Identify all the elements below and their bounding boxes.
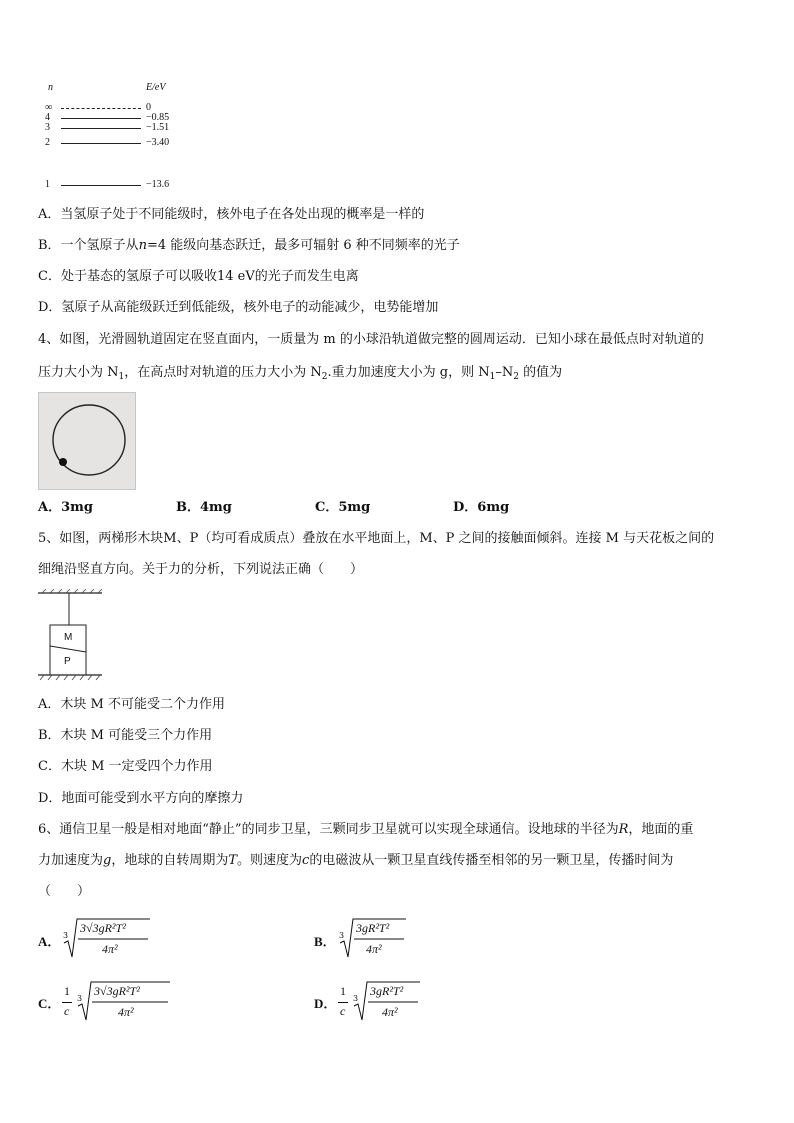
q6-text-2b: ，地球的自转周期为: [111, 853, 229, 868]
root-index-b: 3: [339, 931, 345, 940]
label-P: P: [64, 656, 71, 667]
q3-option-b: [38, 237, 460, 255]
q6-option-d-formula: [338, 980, 438, 1024]
prefix-c-c: c: [64, 1004, 70, 1018]
q6-stem-line1: [38, 821, 693, 839]
q5-stem-line2: 细绳沿竖直方向。关于力的分析，下列说法正确（ ）: [38, 562, 364, 577]
level-e-3: −1.51: [146, 122, 170, 133]
level-e-inf: 0: [146, 102, 151, 113]
q5-option-a: A．木块 M 不可能受二个力作用: [38, 697, 225, 712]
level-e-1: −13.6: [146, 179, 170, 190]
blocks-figure: [36, 588, 106, 684]
numerator-a: 3√3gR²T²: [80, 921, 126, 935]
q6-option-b-formula: [338, 917, 418, 961]
q5-stem-line1: 5、如图，两梯形木块M、P（均可看成质点）叠放在水平地面上，M、P 之间的接触面倾斜。连接 M 与天花板之间的: [38, 531, 715, 546]
q4-sub-2b: 2: [513, 372, 519, 382]
circular-track-photo: [38, 392, 136, 490]
q4-text-c: .重力加速度大小为 g，则 N: [327, 365, 490, 380]
level-line-inf: [61, 108, 141, 109]
level-line-4: [61, 118, 141, 119]
q6-option-c-formula: [62, 980, 172, 1024]
q4-option-a: A．3mg: [38, 500, 93, 515]
level-n-1: 1: [45, 179, 50, 190]
q6-text-2a: 力加速度为: [38, 853, 104, 868]
q3-option-b-text1: B．一个氢原子从: [38, 238, 139, 253]
q6-option-b-label: B．: [314, 934, 336, 949]
level-line-3: [61, 128, 141, 129]
q6-text-1b: ，地面的重: [628, 822, 694, 837]
ball: [59, 458, 67, 466]
level-e-2: −3.40: [146, 137, 170, 148]
axis-label-n: n: [48, 82, 53, 93]
prefix-bar-c: [62, 1002, 72, 1003]
q4-sub-1b: 1: [489, 372, 496, 382]
q4-stem-line1: 4、如图，光滑圆轨道固定在竖直面内，一质量为 m 的小球沿轨道做完整的圆周运动．已知小球在最低点时对轨道的: [38, 332, 704, 347]
numerator-c: 3√3gR²T²: [94, 984, 140, 998]
q4-sub-2a: 2: [321, 372, 328, 382]
q6-stem-line3: （ ）: [38, 884, 91, 899]
axis-label-energy: E/eV: [146, 82, 166, 93]
q4-stem-line2: [38, 364, 562, 386]
prefix-c-d: c: [340, 1004, 346, 1018]
root-index-c: 3: [77, 994, 83, 1003]
circular-track-svg: [39, 393, 135, 489]
prefix-bar-d: [338, 1002, 348, 1003]
denominator-d: 4π²: [382, 1005, 398, 1019]
q6-var-T: T: [228, 853, 238, 868]
root-index-a: 3: [63, 931, 69, 940]
denominator-c: 4π²: [118, 1005, 134, 1019]
ground-hatch: [40, 675, 100, 680]
q6-var-g: g: [103, 853, 112, 868]
root-index-d: 3: [353, 994, 359, 1003]
q4-text-a: 压力大小为 N: [38, 365, 119, 380]
level-n-4: 4: [45, 112, 50, 123]
q6-stem-line2: [38, 852, 673, 870]
q4-sub-1a: 1: [118, 372, 125, 382]
level-line-1: [61, 185, 141, 186]
prefix-one-c: 1: [64, 984, 70, 998]
q6-option-c-label: C．: [38, 996, 61, 1011]
q4-option-b: B．4mg: [176, 500, 232, 515]
energy-level-diagram: [40, 80, 200, 195]
label-M: M: [64, 632, 73, 643]
q5-option-d: D．地面可能受到水平方向的摩擦力: [38, 791, 244, 806]
q4-text-d: –N: [495, 365, 514, 380]
q5-option-c: C．木块 M 一定受四个力作用: [38, 759, 213, 774]
denominator-b: 4π²: [366, 942, 382, 956]
q4-text-b: ，在高点时对轨道的压力大小为 N: [124, 365, 322, 380]
q5-option-b: B．木块 M 可能受三个力作用: [38, 728, 213, 743]
q3-option-c: C．处于基态的氢原子可以吸收14 eV的光子而发生电离: [38, 269, 359, 284]
q3-option-a: A．当氢原子处于不同能级时，核外电子在各处出现的概率是一样的: [38, 207, 425, 222]
q6-text-1a: 6、通信卫星一般是相对地面“静止”的同步卫星，三颗同步卫星就可以实现全球通信。设地球的半径为: [38, 822, 619, 837]
q3-option-b-n: n: [138, 238, 147, 253]
q6-option-d-label: D．: [314, 996, 337, 1011]
numerator-b: 3gR²T²: [356, 921, 390, 935]
q3-option-b-text2: =4 能级向基态跃迁，最多可辐射 6 种不同频率的光子: [146, 238, 460, 253]
q4-text-e: 的值为: [518, 365, 563, 380]
denominator-a: 4π²: [102, 942, 118, 956]
q6-option-a-formula: [62, 917, 152, 961]
level-line-2: [61, 143, 141, 144]
q6-var-R: R: [618, 822, 629, 837]
level-e-4: −0.85: [146, 112, 170, 123]
q6-text-2d: 的电磁波从一颗卫星直线传播至相邻的另一颗卫星，传播时间为: [309, 853, 674, 868]
q6-option-a-label: A．: [38, 934, 61, 949]
q6-var-c: c: [302, 853, 310, 868]
level-n-3: 3: [45, 122, 50, 133]
q4-option-c: C．5mg: [315, 500, 371, 515]
numerator-d: 3gR²T²: [370, 984, 404, 998]
level-n-2: 2: [45, 137, 50, 148]
prefix-one-d: 1: [340, 984, 346, 998]
q6-text-2c: 。则速度为: [237, 853, 303, 868]
level-n-inf: ∞: [45, 102, 53, 113]
q4-option-d: D．6mg: [453, 500, 510, 515]
q3-option-d: D．氢原子从高能级跃迁到低能级，核外电子的动能减少，电势能增加: [38, 300, 439, 315]
